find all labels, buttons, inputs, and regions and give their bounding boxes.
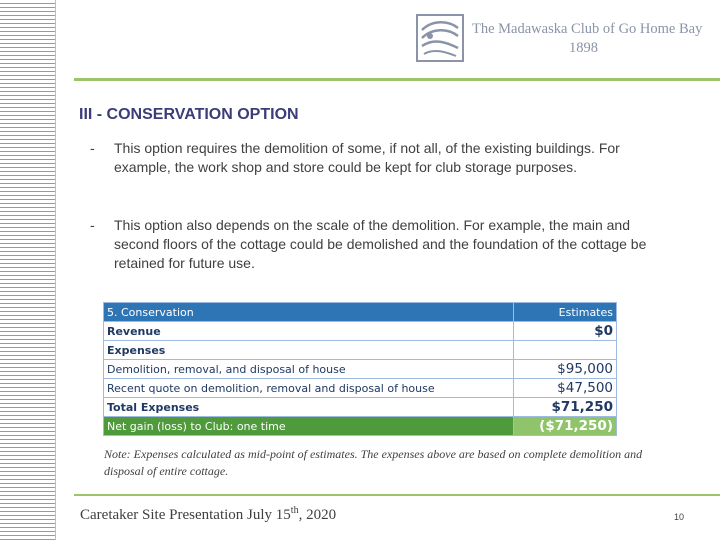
bullet-item — [90, 139, 650, 177]
bullet-item — [90, 216, 650, 273]
table-row — [104, 322, 617, 341]
table-header-row — [104, 303, 617, 322]
row-label: Expenses — [104, 341, 514, 360]
header-label: 5. Conservation — [104, 303, 514, 322]
row-label: Recent quote on demolition, removal and disposal of house — [104, 379, 514, 398]
footer-text-end: , 2020 — [298, 507, 337, 523]
row-value: ($71,250) — [514, 417, 617, 436]
section-title: III - CONSERVATION OPTION — [79, 106, 299, 123]
left-stripe-decoration — [0, 0, 56, 540]
header-divider — [74, 78, 720, 81]
row-value — [514, 341, 617, 360]
table-row — [104, 398, 617, 417]
estimates-table — [103, 302, 617, 436]
table-note: Note: Expenses calculated as mid-point of estimates. The expenses above are based on complete demolition and disposal of entire cottage. — [104, 447, 643, 478]
row-label: Net gain (loss) to Club: one time — [104, 417, 514, 436]
row-value: $95,000 — [514, 360, 617, 379]
row-value: $71,250 — [514, 398, 617, 417]
club-founded-year: 1898 — [569, 40, 598, 56]
bullet-dash: - — [90, 217, 95, 233]
row-label: Revenue — [104, 322, 514, 341]
club-logo — [414, 12, 704, 68]
row-label: Total Expenses — [104, 398, 514, 417]
bullet-dash: - — [90, 140, 95, 156]
club-emblem-icon — [414, 12, 466, 64]
header-value: Estimates — [514, 303, 617, 322]
row-value: $47,500 — [514, 379, 617, 398]
row-label: Demolition, removal, and disposal of house — [104, 360, 514, 379]
table-row — [104, 379, 617, 398]
page-number: 10 — [674, 512, 685, 522]
row-value: $0 — [514, 322, 617, 341]
bullet-text: This option requires the demolition of some, if not all, of the existing buildings. For example, the work shop and store could be kept for club storage purposes. — [114, 140, 620, 175]
footer-superscript: th — [290, 505, 299, 516]
club-name: The Madawaska Club of Go Home Bay — [472, 21, 703, 37]
footer-text: Caretaker Site Presentation July 15 — [80, 507, 291, 523]
bullet-text: This option also depends on the scale of the demolition. For example, the main and second floors of the cottage could be demolished and the foundation of the cottage be retained for future use. — [114, 217, 647, 271]
footer-caption — [80, 505, 336, 524]
table-row-net-gain — [104, 417, 617, 436]
table-row — [104, 341, 617, 360]
table-row — [104, 360, 617, 379]
footer-divider — [74, 494, 720, 496]
